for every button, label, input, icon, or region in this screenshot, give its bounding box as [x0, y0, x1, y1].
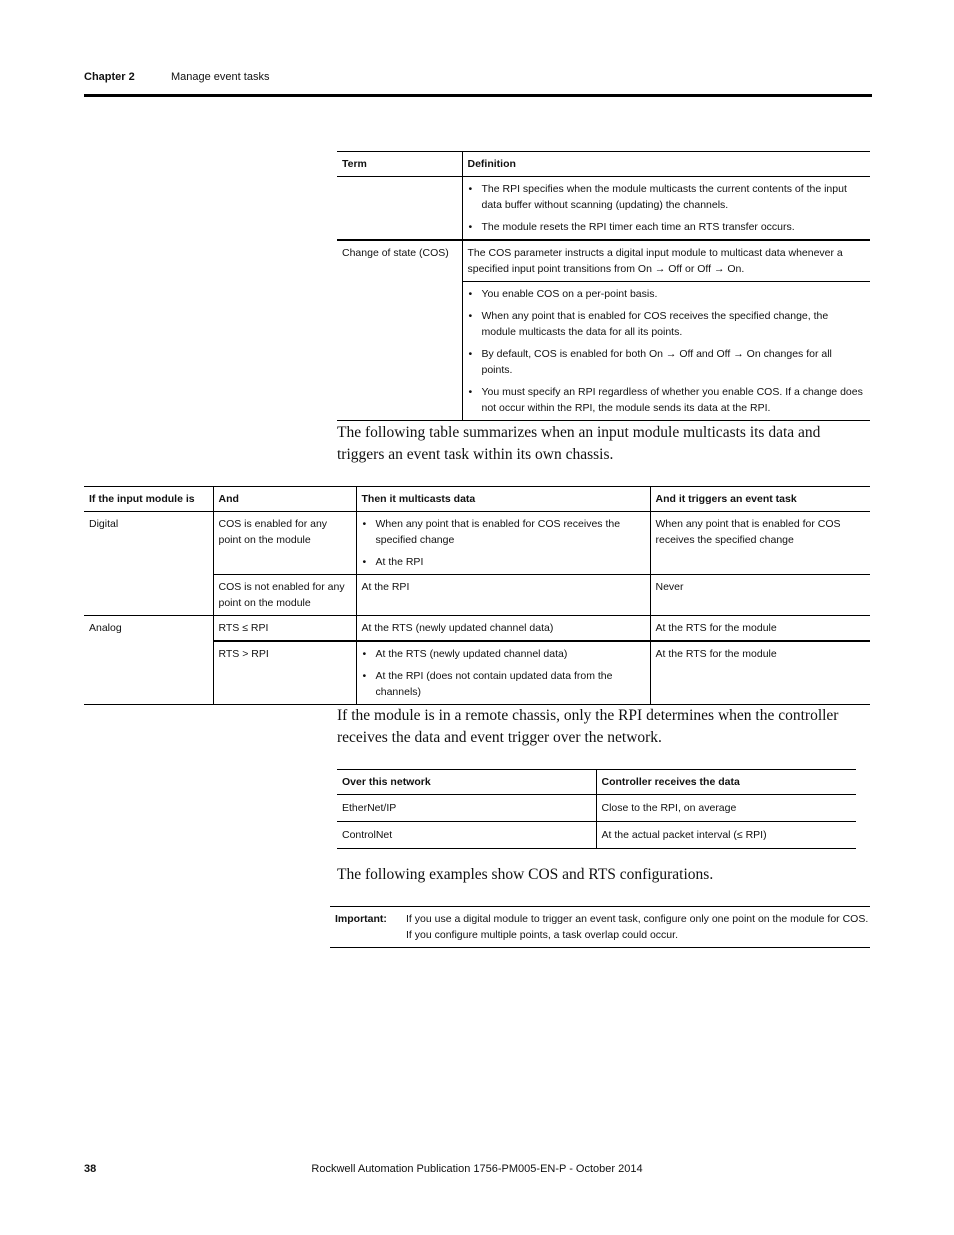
term-definition-table — [337, 151, 870, 421]
chapter-label: Chapter 2 — [84, 71, 135, 83]
condition-cell: COS is not enabled for any point on the module — [213, 575, 356, 616]
multicast-cell: At the RTS (newly updated channel data) — [356, 616, 650, 642]
table-row — [337, 240, 870, 282]
body-paragraph: The following table summarizes when an input module multicasts its data and triggers an event task within its own chassis. — [337, 424, 821, 463]
body-paragraph: If the module is in a remote chassis, only the RPI determines when the controller receives the data and event trigger over the network. — [337, 707, 839, 746]
term-cell-empty — [337, 177, 462, 241]
module-type-cell: Analog — [84, 616, 213, 705]
definition-cell — [462, 282, 870, 421]
important-text: If you use a digital module to trigger an event task, configure only one point on the module for COS. If you configure multiple points, a task overlap could occur. — [406, 913, 869, 941]
bullet-list — [468, 286, 866, 416]
list-item: • When any point that is enabled for COS receives the specified change — [362, 516, 645, 548]
trigger-cell: At the RTS for the module — [650, 641, 870, 705]
column-header: And it triggers an event task — [650, 487, 870, 512]
condition-cell: COS is enabled for any point on the module — [213, 512, 356, 575]
receive-cell: Close to the RPI, on average — [596, 795, 856, 822]
receive-cell: At the actual packet interval (≤ RPI) — [596, 822, 856, 849]
table-row — [337, 822, 856, 849]
bullet-list — [362, 516, 645, 570]
trigger-cell: At the RTS for the module — [650, 616, 870, 642]
definition-cell: The COS parameter instructs a digital input module to multicast data whenever a specified input point transitions from On → Off or Off → On. — [462, 240, 870, 282]
column-header: Definition — [462, 152, 870, 177]
table-header-row — [337, 770, 856, 795]
term-cell: Change of state (COS) — [337, 240, 462, 421]
body-paragraph: The following examples show COS and RTS configurations. — [337, 866, 714, 883]
list-item: • At the RTS (newly updated channel data) — [362, 646, 645, 662]
column-header: Over this network — [337, 770, 596, 795]
network-cell: EtherNet/IP — [342, 802, 397, 814]
table-row — [337, 795, 856, 822]
multicast-cell — [356, 512, 650, 575]
table-header-row — [337, 152, 870, 177]
header-rule — [84, 94, 872, 97]
column-header: If the input module is — [84, 487, 213, 512]
important-note — [330, 906, 870, 948]
list-item: • At the RPI (does not contain updated data from the channels) — [362, 668, 645, 700]
page-number: 38 — [84, 1163, 97, 1175]
table-row — [337, 177, 870, 241]
network-cell: ControlNet — [337, 822, 596, 849]
trigger-cell: Never — [650, 575, 870, 616]
table-row — [84, 616, 870, 642]
table-row — [84, 512, 870, 575]
list-item: • By default, COS is enabled for both On → Off and Off → On changes for all points. — [468, 346, 866, 378]
column-header: Controller receives the data — [596, 770, 856, 795]
multicast-cell — [356, 641, 650, 705]
list-item: • The RPI specifies when the module multicasts the current contents of the input data buffer without scanning (updating) the channels. — [468, 181, 866, 213]
bullet-list — [362, 646, 645, 700]
list-item: • You enable COS on a per-point basis. — [468, 286, 866, 302]
list-item: • At the RPI — [362, 554, 645, 570]
column-header: And — [213, 487, 356, 512]
multicast-trigger-table — [84, 486, 870, 705]
list-item: • You must specify an RPI regardless of whether you enable COS. If a change does not occur within the RPI, the module sends its data at the RPI. — [468, 384, 866, 416]
condition-cell: RTS > RPI — [213, 641, 356, 705]
multicast-cell: At the RPI — [356, 575, 650, 616]
column-header: Then it multicasts data — [356, 487, 650, 512]
publication-info: Rockwell Automation Publication 1756-PM005-EN-P - October 2014 — [311, 1163, 643, 1175]
list-item: • The module resets the RPI timer each time an RTS transfer occurs. — [468, 219, 866, 235]
condition-cell: RTS ≤ RPI — [213, 616, 356, 642]
column-header: Term — [337, 152, 462, 177]
network-table — [337, 769, 856, 849]
definition-cell — [462, 177, 870, 241]
bullet-list — [468, 181, 866, 235]
table-header-row — [84, 487, 870, 512]
important-label: Important: — [335, 913, 387, 925]
trigger-cell: When any point that is enabled for COS receives the specified change — [650, 512, 870, 575]
module-type-cell: Digital — [89, 518, 119, 530]
chapter-title: Manage event tasks — [171, 71, 270, 83]
list-item: • When any point that is enabled for COS receives the specified change, the module multicasts the data for all its points. — [468, 308, 866, 340]
